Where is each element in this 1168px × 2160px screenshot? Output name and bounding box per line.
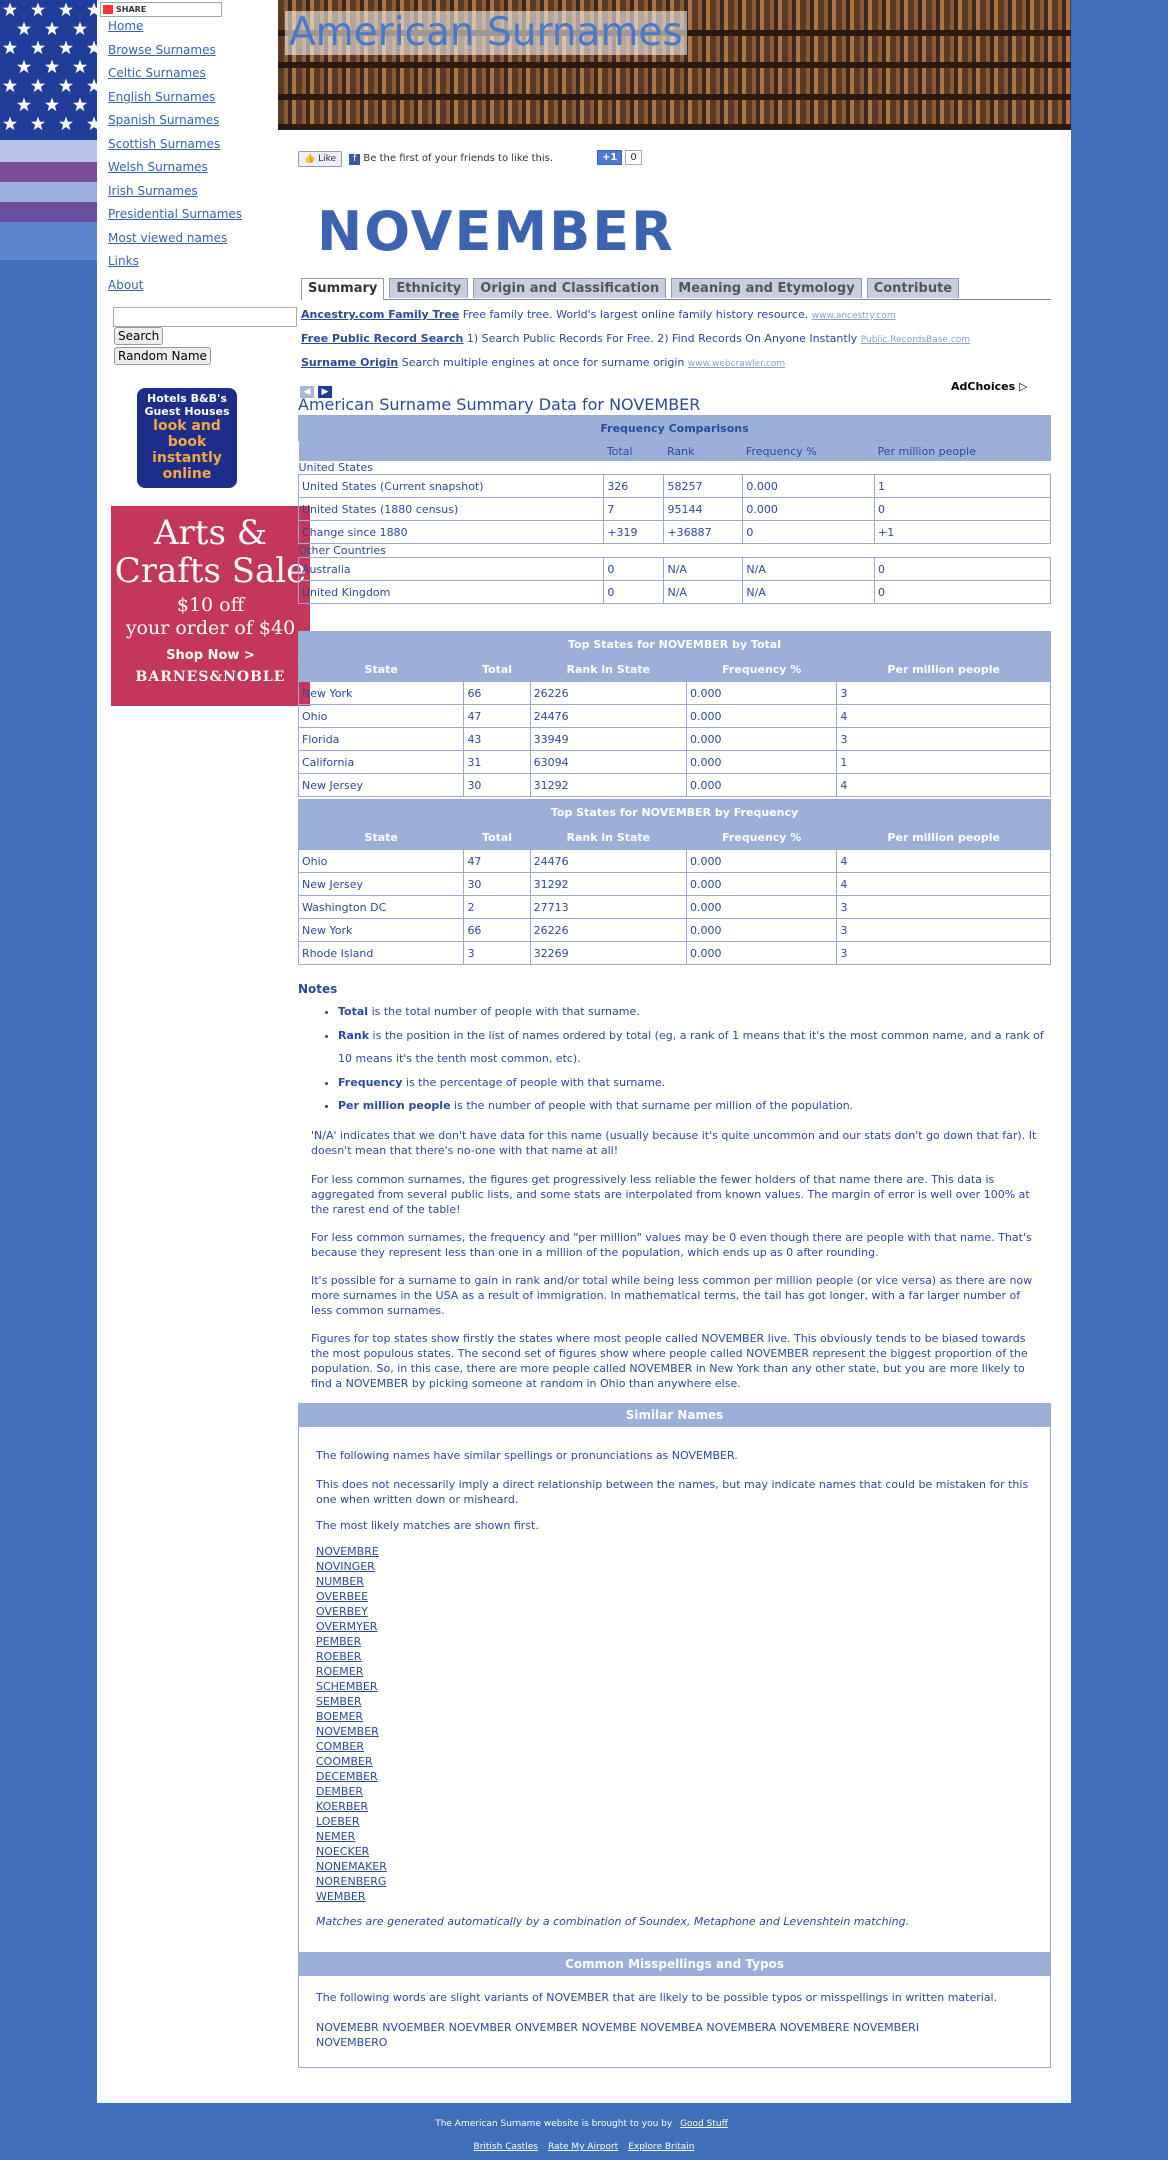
table-cell: 2 (464, 896, 530, 919)
sponsored-links (301, 308, 1051, 380)
table-cell: 30 (464, 774, 530, 797)
state-table-title: Top States for NOVEMBER by Total (299, 632, 1051, 657)
similar-name-link[interactable]: OVERBEY (316, 1605, 368, 1618)
sponsored-link-title[interactable]: Surname Origin (301, 356, 399, 369)
state-table-header: State (299, 825, 464, 850)
similar-name-link[interactable]: BOEMER (316, 1710, 364, 1723)
table-cell: 0.000 (687, 705, 837, 728)
tab-bar (301, 277, 1051, 300)
table-cell: United States (Current snapshot) (299, 475, 604, 498)
misspell-line2: NOVEMBERO (316, 2036, 388, 2049)
similar-name-link[interactable]: NEMER (316, 1830, 356, 1843)
tab-2[interactable]: Origin and Classification (473, 278, 666, 298)
adchoices[interactable]: AdChoices ▷ (951, 380, 1028, 393)
sidebar-item (108, 90, 242, 114)
note-text: is the percentage of people with that surname. (405, 1075, 666, 1089)
note-term: Total (338, 1005, 369, 1018)
sidebar-item (108, 137, 242, 161)
notes-title: Notes (298, 982, 338, 996)
sidebar-link-9[interactable]: Most viewed names (108, 230, 228, 245)
table-cell: 32269 (530, 942, 686, 965)
table-row (299, 498, 1051, 521)
table-row (299, 581, 1051, 604)
page-container (97, 0, 1071, 2103)
table-cell: 0.000 (687, 751, 837, 774)
hotels-ad-cta: look and book instantly online (152, 418, 222, 482)
table-cell: N/A (743, 581, 875, 604)
note-text: is the total number of people with that surname. (371, 1005, 640, 1018)
table-cell: Washington DC (299, 896, 464, 919)
summary-title: American Surname Summary Data for NOVEMBER (298, 395, 701, 414)
table-cell: 31 (464, 751, 530, 774)
freq-section-label: United States (298, 461, 373, 474)
table-cell: 0.000 (687, 896, 837, 919)
sponsored-link (301, 332, 1051, 356)
sidebar-item (108, 254, 242, 278)
table-row (299, 682, 1051, 705)
table-cell: 0 (604, 581, 664, 604)
table-cell: 31292 (530, 774, 686, 797)
similar-names-box (298, 1403, 1051, 1955)
notes-paragraph: 'N/A' indicates that we don't have data for this name (usually because it's quite uncommon and our stats don't go down that far). It doesn't mean that there's no-one with that name at all! (311, 1129, 1037, 1157)
footer-credit: The American Surname website is brought to you by Good Stuff (435, 2119, 728, 2129)
random-name-button[interactable]: Random Name (114, 347, 211, 365)
sidebar-item (108, 43, 242, 67)
note-item (338, 1071, 1051, 1095)
freq-header: Total (606, 444, 633, 458)
note-item (338, 1094, 1051, 1118)
note-item (338, 1000, 1051, 1024)
bn-ad-brand: BARNES&NOBLE (135, 669, 286, 685)
thumbs-up-icon: 👍 (304, 154, 316, 164)
prev-arrow-icon[interactable]: ◀ (300, 386, 314, 398)
sponsored-link-url[interactable]: www.ancestry.com (811, 311, 896, 321)
notes-section (298, 982, 1051, 1118)
table-cell: 63094 (530, 751, 686, 774)
sidebar-link-10[interactable]: Links (108, 254, 139, 268)
table-cell: 0 (604, 558, 664, 581)
state-table-header: Rank in State (530, 825, 686, 850)
table-row (299, 475, 1051, 498)
footer-links (0, 2142, 1168, 2152)
share-icon (103, 5, 113, 14)
table-cell: N/A (743, 558, 875, 581)
state-table-header: Per million people (837, 825, 1051, 850)
tab-4[interactable]: Contribute (867, 278, 959, 298)
misspellings-title: Common Misspellings and Typos (299, 1953, 1050, 1976)
table-cell: New Jersey (299, 774, 464, 797)
table-cell: Ohio (299, 850, 464, 873)
sponsored-link-text: Search multiple engines at once for surname origin (401, 356, 685, 369)
similar-names-title: Similar Names (299, 1404, 1050, 1427)
sponsored-link-url[interactable]: www.webcrawler.com (687, 359, 786, 369)
footer-link[interactable]: Explore Britain (628, 2142, 695, 2152)
sidebar-link-7[interactable]: Irish Surnames (108, 183, 198, 198)
sidebar-item (108, 113, 242, 137)
sponsored-link (301, 308, 1051, 332)
freq-title: Frequency Comparisons (299, 416, 1051, 441)
table-row (299, 942, 1051, 965)
similar-name-link[interactable]: ROEBER (316, 1650, 362, 1663)
misspell-line1: NOVEMEBR NVOEMBER NOEVMBER ONVEMBER NOVEMBE NOVEMBEA NOVEMBERA NOVEMBERE NOVEMBERI (316, 2021, 920, 2034)
table-cell: +319 (604, 521, 664, 544)
table-row (299, 873, 1051, 896)
sponsored-link-title[interactable]: Free Public Record Search (301, 332, 464, 345)
misspell-p1: The following words are slight variants of NOVEMBER that are likely to be possible typos or misspellings in written material. (316, 1991, 998, 2004)
top-states-frequency-table (298, 799, 1051, 965)
sidebar-item (108, 207, 242, 231)
similar-name-link[interactable]: DEMBER (316, 1785, 364, 1798)
similar-names-list (316, 1544, 387, 1904)
table-row (299, 521, 1051, 544)
notes-paragraph: For less common surnames, the frequency and "per million" values may be 0 even though there are people with that name. That's because they represent less than one in a million of the population, which ends up as 0 after rounding. (311, 1231, 1032, 1259)
note-item (338, 1024, 1051, 1071)
misspellings-box (298, 1952, 1051, 2068)
table-cell: Ohio (299, 705, 464, 728)
site-title[interactable]: American Surnames (285, 11, 687, 55)
table-cell: 24476 (530, 850, 686, 873)
facebook-icon: f (349, 154, 360, 165)
sidebar-link-3[interactable]: English Surnames (108, 89, 216, 104)
tab-1[interactable]: Ethnicity (389, 278, 468, 298)
sidebar-link-8[interactable]: Presidential Surnames (108, 207, 243, 221)
similar-name-link[interactable]: NORENBERG (316, 1875, 387, 1888)
freq-header: Frequency % (745, 444, 817, 458)
table-cell: United States (1880 census) (299, 498, 604, 521)
table-cell: 326 (604, 475, 664, 498)
similar-name-link[interactable]: NUMBER (316, 1575, 364, 1588)
plus-one-button[interactable]: +1 (597, 150, 622, 165)
note-text: is the position in the list of names ordered by total (eg, a rank of 1 means that it's the most common name, and a rank of 10 means it's the tenth most common, etc). (338, 1028, 1044, 1065)
fb-text: Be the first of your friends to like this. (363, 153, 554, 164)
sidebar-link-2[interactable]: Celtic Surnames (108, 66, 206, 80)
footer-link[interactable]: British Castles (473, 2142, 538, 2152)
table-cell: 3 (837, 682, 1051, 705)
similar-name-link[interactable]: COMBER (316, 1740, 364, 1753)
bn-ad-line3: $10 off (176, 594, 245, 616)
similar-name-link[interactable]: OVERMYER (316, 1620, 378, 1633)
freq-header: Rank (666, 444, 695, 458)
table-row (299, 728, 1051, 751)
sidebar-link-11[interactable]: About (108, 277, 144, 292)
hotels-ad-line2: Guest Houses (144, 405, 230, 418)
similar-name-link[interactable]: OVERBEE (316, 1590, 369, 1603)
table-cell: 27713 (530, 896, 686, 919)
table-cell: +1 (875, 521, 1051, 544)
tab-3[interactable]: Meaning and Etymology (671, 278, 861, 298)
like-button[interactable]: 👍 Like (298, 151, 342, 167)
table-cell: 3 (837, 896, 1051, 919)
google-plus (597, 150, 642, 165)
table-row (299, 850, 1051, 873)
similar-name-link[interactable]: WEMBER (316, 1890, 366, 1903)
table-row (299, 558, 1051, 581)
hotels-ad-line1: Hotels B&B's (147, 392, 227, 405)
bn-ad-cta: Shop Now > (166, 648, 255, 663)
sponsored-link-title[interactable]: Ancestry.com Family Tree (301, 308, 460, 321)
sponsored-link-text: Free family tree. World's largest online family history resource. (462, 308, 809, 321)
table-cell: 33949 (530, 728, 686, 751)
table-cell: 0.000 (743, 498, 875, 521)
table-cell: 1 (875, 475, 1051, 498)
table-cell: 26226 (530, 919, 686, 942)
table-row (299, 896, 1051, 919)
table-cell: 4 (837, 705, 1051, 728)
table-cell: N/A (664, 558, 743, 581)
sponsored-link-text: 1) Search Public Records For Free. 2) Find Records On Anyone Instantly (466, 332, 858, 345)
table-cell: 0.000 (687, 682, 837, 705)
table-cell: 43 (464, 728, 530, 751)
bn-ad-line4: your order of $40 (125, 617, 296, 639)
top-states-total-table (298, 631, 1051, 797)
state-table-title: Top States for NOVEMBER by Frequency (299, 800, 1051, 825)
table-row (299, 919, 1051, 942)
table-cell: 0 (875, 498, 1051, 521)
sidebar-link-0[interactable]: Home (108, 19, 144, 33)
table-cell: 24476 (530, 705, 686, 728)
table-cell: +36887 (664, 521, 743, 544)
sidebar-item (108, 19, 242, 43)
state-table-header: Frequency % (687, 825, 837, 850)
table-cell: New York (299, 919, 464, 942)
sidebar-nav (108, 19, 242, 301)
state-table-header: Rank in State (530, 657, 686, 682)
table-cell: 4 (837, 850, 1051, 873)
table-cell: 1 (837, 751, 1051, 774)
sidebar-link-6[interactable]: Welsh Surnames (108, 160, 208, 174)
table-cell: 3 (464, 942, 530, 965)
table-cell: 66 (464, 919, 530, 942)
state-table-header: Per million people (837, 657, 1051, 682)
table-row (299, 751, 1051, 774)
similar-name-link[interactable]: KOERBER (316, 1800, 369, 1813)
facebook-like (298, 151, 553, 167)
sidebar-item (108, 278, 242, 302)
freq-header: Per million people (877, 444, 976, 458)
table-cell: 47 (464, 705, 530, 728)
barnes-noble-ad[interactable] (111, 506, 310, 706)
sidebar-link-4[interactable]: Spanish Surnames (108, 113, 220, 127)
table-cell: 26226 (530, 682, 686, 705)
sidebar-link-1[interactable]: Browse Surnames (108, 42, 216, 57)
similar-name-link[interactable]: ROEMER (316, 1665, 364, 1678)
table-cell: 4 (837, 774, 1051, 797)
similar-name-link[interactable]: SCHEMBER (316, 1680, 378, 1693)
header-banner (278, 0, 1071, 130)
table-cell: 58257 (664, 475, 743, 498)
table-cell: 0.000 (687, 728, 837, 751)
similar-p3: The most likely matches are shown first. (316, 1519, 539, 1532)
notes-paragraph: For less common surnames, the figures get progressively less reliable the fewer holders of that name there are. This data is aggregated from several public lists, and some stats are interpolated from known values. The margin of error is well over 100% at the rarest end of the table! (311, 1173, 1030, 1216)
table-cell: 66 (464, 682, 530, 705)
table-cell: 47 (464, 850, 530, 873)
sidebar-item (108, 66, 242, 90)
table-cell: Change since 1880 (299, 521, 604, 544)
similar-name-link[interactable]: NOVINGER (316, 1560, 375, 1573)
similar-name-link[interactable]: NOECKER (316, 1845, 370, 1858)
note-term: Per million people (338, 1099, 451, 1112)
bn-ad-line1: Arts & (154, 513, 267, 553)
state-table-header: Total (464, 825, 530, 850)
table-cell: 0.000 (687, 873, 837, 896)
sponsored-link-url[interactable]: Public.RecordsBase.com (860, 335, 971, 345)
table-cell: 0.000 (687, 942, 837, 965)
table-cell: Rhode Island (299, 942, 464, 965)
similar-name-link[interactable]: NONEMAKER (316, 1860, 387, 1873)
table-cell: 0 (875, 581, 1051, 604)
sidebar-item (108, 231, 242, 255)
surname-heading: NOVEMBER (317, 200, 675, 263)
table-cell: Australia (299, 558, 604, 581)
table-cell: 4 (837, 873, 1051, 896)
notes-list (318, 1000, 1051, 1118)
sidebar-item (108, 184, 242, 208)
similar-p2: This does not necessarily imply a direct relationship between the names, but may indicate names that could be mistaken for this one when written down or misheard. (316, 1478, 1029, 1506)
share-button[interactable]: SHARE (100, 2, 222, 17)
similar-footer: Matches are generated automatically by a combination of Soundex, Metaphone and Levenshtein matching. (316, 1915, 910, 1928)
sidebar-link-5[interactable]: Scottish Surnames (108, 136, 221, 151)
freq-section-label: Other Countries (298, 544, 386, 557)
table-cell: 30 (464, 873, 530, 896)
state-table-header: Frequency % (687, 657, 837, 682)
sidebar-item (108, 160, 242, 184)
table-cell: 3 (837, 942, 1051, 965)
similar-name-link[interactable]: NOVEMBER (316, 1725, 379, 1738)
table-cell: 3 (837, 728, 1051, 751)
next-arrow-icon[interactable]: ▶ (318, 386, 332, 398)
tab-0[interactable]: Summary (301, 278, 384, 300)
similar-name-link[interactable]: LOEBER (316, 1815, 360, 1828)
table-cell: 95144 (664, 498, 743, 521)
note-term: Rank (338, 1028, 370, 1042)
search-button[interactable]: Search (114, 327, 163, 345)
table-cell: New Jersey (299, 873, 464, 896)
adchoices-icon: ▷ (1019, 380, 1028, 393)
table-cell: 0 (875, 558, 1051, 581)
table-row (299, 774, 1051, 797)
table-cell: N/A (664, 581, 743, 604)
table-cell: Florida (299, 728, 464, 751)
hotels-ad[interactable] (137, 388, 237, 488)
table-row (299, 705, 1051, 728)
table-cell: 7 (604, 498, 664, 521)
table-cell: 0.000 (687, 774, 837, 797)
search-input[interactable] (113, 307, 297, 327)
similar-name-link[interactable]: PEMBER (316, 1635, 362, 1648)
table-cell: 0.000 (743, 475, 875, 498)
notes-paragraph: Figures for top states show firstly the states where most people called NOVEMBER live. This obviously tends to be biased towards the most populous states. The second set of figures show where people called NOVEMBER represent the biggest proportion of the population. So, in this case, there are more people called NOVEMBER in New York than any other state, but you are more likely to find a NOVEMBER by picking someone at random in Ohio than anywhere else. (311, 1332, 1028, 1390)
similar-name-link[interactable]: COOMBER (316, 1755, 373, 1768)
plus-one-count: 0 (625, 150, 641, 165)
frequency-table (298, 415, 1051, 604)
table-cell: 0 (743, 521, 875, 544)
similar-name-link[interactable]: DECEMBER (316, 1770, 378, 1783)
footer-credit-link[interactable]: Good Stuff (680, 2119, 728, 2129)
table-cell: United Kingdom (299, 581, 604, 604)
us-flag-image (0, 0, 97, 260)
table-cell: 0.000 (687, 850, 837, 873)
table-cell: New York (299, 682, 464, 705)
table-cell: 3 (837, 919, 1051, 942)
footer-link[interactable]: Rate My Airport (547, 2142, 619, 2152)
note-text: is the number of people with that surname per million of the population. (454, 1099, 854, 1112)
note-term: Frequency (338, 1075, 403, 1089)
similar-name-link[interactable]: NOVEMBRE (316, 1545, 379, 1558)
state-table-header: Total (464, 657, 530, 682)
sponsored-link (301, 356, 1051, 380)
state-table-header: State (299, 657, 464, 682)
similar-name-link[interactable]: SEMBER (316, 1695, 362, 1708)
table-cell: 31292 (530, 873, 686, 896)
table-cell: California (299, 751, 464, 774)
bn-ad-line2: Crafts Sale (114, 551, 307, 591)
similar-p1: The following names have similar spellings or pronunciations as NOVEMBER. (316, 1449, 738, 1462)
table-cell: 0.000 (687, 919, 837, 942)
notes-paragraph: It's possible for a surname to gain in rank and/or total while being less common per million people (or vice versa) as there are now more surnames in the USA as a result of immigration. In mathematical terms, the tail has got longer, with a far larger number of less common surnames. (311, 1274, 1033, 1317)
